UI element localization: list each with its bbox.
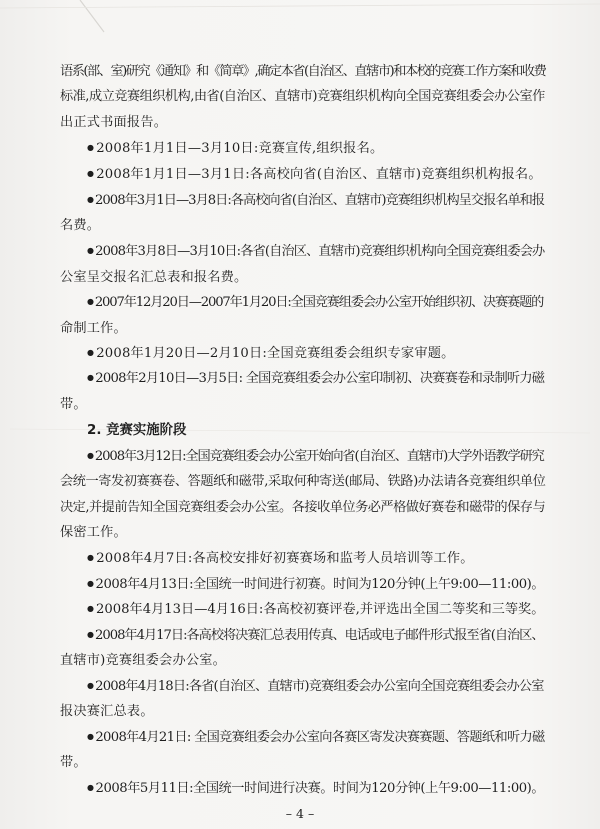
- section-heading: 2. 竞赛实施阶段: [87, 423, 187, 438]
- bullet-item: ● 2008年1月1日—3月1日:各高校向省(自治区、直辖市)竞赛组织机构报名。: [87, 167, 542, 184]
- body-line: 标准,成立竞赛组织机构,由省(自治区、直辖市)竞赛组织机构向全国竞赛组委会办公室作: [60, 89, 545, 104]
- bullet-item: ● 2008年3月12日:全国竞赛组委会办公室开始向省(自治区、直辖市)大学外语教学研究: [87, 449, 544, 466]
- body-line: 语系(部、室)研究《通知》和《简章》,确定本省(自治区、直辖市)和本校的竞赛工作方案和收费: [60, 64, 546, 79]
- page-number: – 4 –: [285, 806, 315, 821]
- body-line: 保密工作。: [60, 525, 127, 540]
- bullet-item: ● 2008年1月20日—2月10日:全国竞赛组委会组织专家审题。: [87, 346, 454, 363]
- body-line: 决定,并提前告知全国竞赛组委会办公室。各接收单位务必严格做好赛卷和磁带的保存与: [60, 500, 546, 515]
- bullet-item: ● 2008年5月11日:全国统一时间进行决赛。时间为120分钟(上午9:00—11:00)。: [87, 781, 544, 798]
- bullet-item: ● 2008年1月1日—3月10日:竞赛宣传,组织报名。: [87, 141, 383, 158]
- bullet-item: ● 2008年4月13日:全国统一时间进行初赛。时间为120分钟(上午9:00—11:00)。: [87, 577, 544, 594]
- body-line: 直辖市)竞赛组委会办公室。: [60, 653, 226, 668]
- body-line: 名费。: [60, 218, 101, 233]
- body-line: 公室呈交报名汇总表和报名费。: [60, 270, 248, 285]
- bullet-item: ● 2008年2月10日—3月5日: 全国竞赛组委会办公室印制初、决赛赛卷和录制听力磁: [87, 371, 544, 388]
- body-line: 带。: [60, 755, 87, 770]
- bullet-item: ● 2008年3月8日—3月10日:各省(自治区、直辖市)竞赛组织机构向全国竞赛组委会办: [87, 244, 544, 261]
- bullet-item: ● 2008年4月7日:各高校安排好初赛赛场和监考人员培训等工作。: [87, 551, 474, 568]
- body-line: 命制工作。: [60, 321, 127, 336]
- bullet-item: ● 2008年4月17日:各高校将决赛汇总表用传真、电话或电子邮件形式报至省(自治区、: [87, 628, 544, 645]
- bullet-item: ● 2007年12月20日—2007年1月20日:全国竞赛组委会办公室开始组织初、决赛赛题的: [87, 295, 543, 312]
- body-line: 报决赛汇总表。: [60, 704, 154, 719]
- body-line: 带。: [60, 397, 87, 412]
- bullet-item: ● 2008年3月1日—3月8日:各高校向省(自治区、直辖市)竞赛组织机构呈交报名单和报: [87, 193, 544, 210]
- body-line: 出正式书面报告。: [60, 115, 168, 130]
- body-line: 会统一寄发初赛赛卷、答题纸和磁带,采取何种寄送(邮局、铁路)办法请各竞赛组织单位: [60, 474, 546, 489]
- bullet-item: ● 2008年4月21日: 全国竞赛组委会办公室向各赛区寄发决赛赛题、答题纸和听力磁: [87, 730, 545, 747]
- bullet-item: ● 2008年4月18日:各省(自治区、直辖市)竞赛组委会办公室向全国竞赛组委会办公室: [87, 679, 544, 696]
- bullet-item: ● 2008年4月13日—4月16日:各高校初赛评卷,并评选出全国二等奖和三等奖。: [87, 602, 544, 619]
